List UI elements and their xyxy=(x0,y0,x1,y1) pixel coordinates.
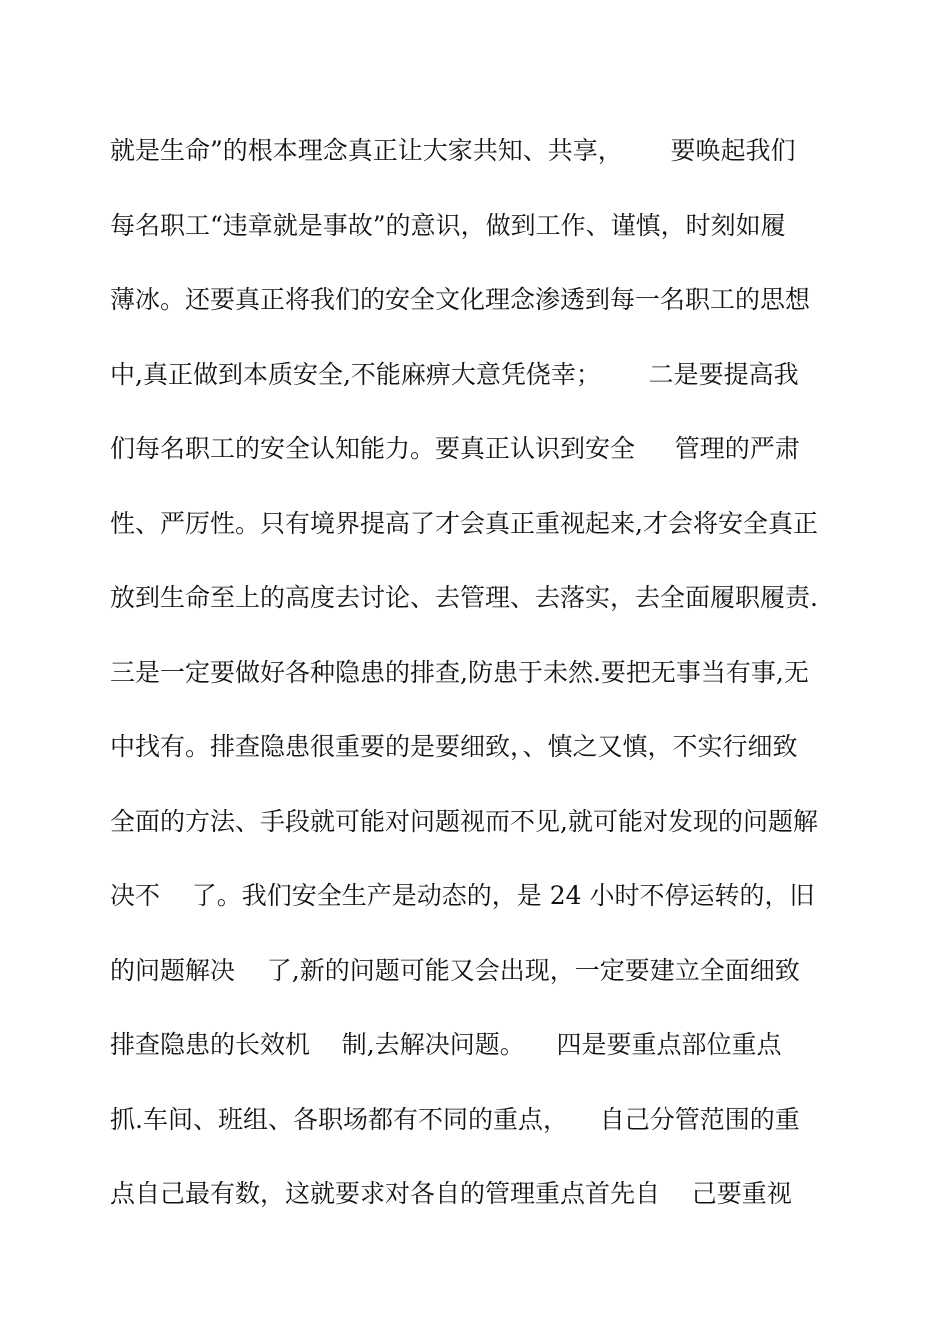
text-line: 抓.车间、班组、各职场都有不同的重点， 自己分管范围的重 xyxy=(110,1104,800,1134)
text-line: 中,真正做到本质安全,不能麻痹大意凭侥幸； 二是要提高我 xyxy=(110,359,799,389)
body-text xyxy=(110,114,840,1232)
text-line: 就是生命”的根本理念真正让大家共知、共享， 要唤起我们 xyxy=(110,136,796,165)
text-line: 决不 了。我们安全生产是动态的，是 24 小时不停运转的，旧 xyxy=(110,881,815,910)
text-line: 中找有。排查隐患很重要的是要细致，、慎之又慎，不实行细致 xyxy=(110,732,798,761)
text-line: 全面的方法、手段就可能对问题视而不见,就可能对发现的问题解 xyxy=(110,806,818,836)
text-line: 每名职工“违章就是事故”的意识，做到工作、谨慎，时刻如履 xyxy=(110,210,786,240)
text-line: 排查隐患的长效机 制,去解决问题。 四是要重点部位重点 xyxy=(110,1030,782,1059)
text-line: 三是一定要做好各种隐患的排查,防患于未然.要把无事当有事,无 xyxy=(110,657,809,687)
text-line: 点自己最有数，这就要求对各自的管理重点首先自 己要重视 xyxy=(110,1179,792,1208)
text-line: 的问题解决 了,新的问题可能又会出现，一定要建立全面细致 xyxy=(110,955,800,985)
text-line: 们每名职工的安全认知能力。要真正认识到安全 管理的严肃 xyxy=(110,434,800,463)
text-line: 薄冰。还要真正将我们的安全文化理念渗透到每一名职工的思想 xyxy=(110,285,811,314)
text-line: 放到生命至上的高度去讨论、去管理、去落实，去全面履职履责. xyxy=(110,583,818,612)
text-line: 性、严厉性。只有境界提高了才会真正重视起来,才会将安全真正 xyxy=(110,508,818,538)
